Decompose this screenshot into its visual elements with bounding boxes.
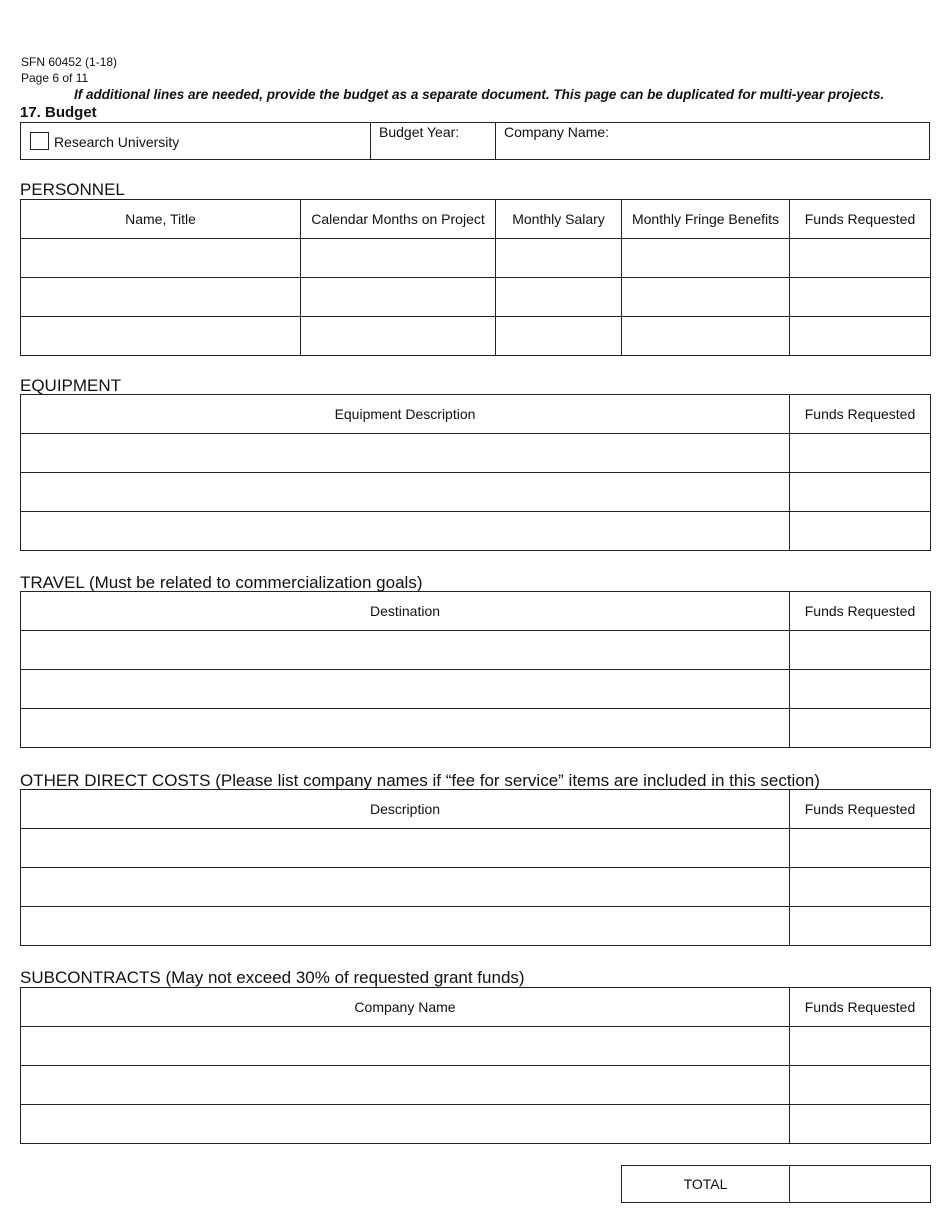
travel-title: TRAVEL (Must be related to commercialization goals) bbox=[20, 573, 423, 592]
column-header: Funds Requested bbox=[790, 200, 931, 239]
table-row bbox=[21, 907, 931, 946]
table-row bbox=[21, 239, 931, 278]
table-row bbox=[21, 1066, 931, 1105]
personnel-header-row bbox=[21, 200, 931, 239]
personnel-title: PERSONNEL bbox=[20, 180, 125, 199]
section-title: 17. Budget bbox=[20, 104, 97, 121]
table-cell[interactable] bbox=[21, 829, 790, 868]
equipment-header-row bbox=[21, 395, 931, 434]
column-header: Funds Requested bbox=[790, 395, 931, 434]
subcontracts-header-row bbox=[21, 988, 931, 1027]
table-cell[interactable] bbox=[21, 631, 790, 670]
total-funds-field[interactable] bbox=[790, 1166, 931, 1203]
table-row bbox=[21, 709, 931, 748]
table-cell[interactable] bbox=[21, 1066, 790, 1105]
table-cell[interactable] bbox=[21, 278, 301, 317]
table-cell[interactable] bbox=[21, 473, 790, 512]
table-cell[interactable] bbox=[790, 868, 931, 907]
column-header: Description bbox=[21, 790, 790, 829]
column-header: Monthly Salary bbox=[496, 200, 622, 239]
other-direct-costs-header-row bbox=[21, 790, 931, 829]
table-row bbox=[21, 670, 931, 709]
table-cell[interactable] bbox=[790, 1066, 931, 1105]
table-cell[interactable] bbox=[790, 907, 931, 946]
table-cell[interactable] bbox=[790, 239, 931, 278]
budget-year-label: Budget Year: bbox=[379, 124, 460, 140]
table-row bbox=[21, 829, 931, 868]
table-row bbox=[21, 434, 931, 473]
company-name-label: Company Name: bbox=[504, 124, 610, 140]
table-cell[interactable] bbox=[622, 278, 790, 317]
table-cell[interactable] bbox=[21, 317, 301, 356]
table-row bbox=[21, 1105, 931, 1144]
research-university-checkbox[interactable] bbox=[30, 132, 49, 150]
table-cell[interactable] bbox=[496, 278, 622, 317]
table-cell[interactable] bbox=[790, 473, 931, 512]
table-row bbox=[21, 512, 931, 551]
equipment-table bbox=[20, 394, 931, 551]
table-cell[interactable] bbox=[496, 239, 622, 278]
total-table bbox=[621, 1165, 931, 1203]
research-university-label: Research University bbox=[54, 134, 180, 150]
form-number: SFN 60452 (1-18) bbox=[21, 55, 118, 69]
subcontracts-title: SUBCONTRACTS (May not exceed 30% of requested grant funds) bbox=[20, 968, 525, 987]
equipment-title: EQUIPMENT bbox=[20, 376, 122, 395]
table-cell[interactable] bbox=[21, 239, 301, 278]
table-cell[interactable] bbox=[21, 512, 790, 551]
column-header: Name, Title bbox=[21, 200, 301, 239]
other-direct-costs-title: OTHER DIRECT COSTS (Please list company names if “fee for service” items are included in this section) bbox=[20, 771, 820, 790]
personnel-table bbox=[20, 199, 931, 356]
table-cell[interactable] bbox=[622, 239, 790, 278]
table-cell[interactable] bbox=[790, 1105, 931, 1144]
total-row bbox=[622, 1166, 931, 1203]
table-cell[interactable] bbox=[21, 868, 790, 907]
subcontracts-table bbox=[20, 987, 931, 1144]
table-cell[interactable] bbox=[790, 829, 931, 868]
table-cell[interactable] bbox=[21, 434, 790, 473]
table-cell[interactable] bbox=[301, 317, 496, 356]
table-row bbox=[21, 631, 931, 670]
table-cell[interactable] bbox=[21, 670, 790, 709]
table-cell[interactable] bbox=[790, 709, 931, 748]
table-row bbox=[21, 868, 931, 907]
table-row bbox=[21, 1027, 931, 1066]
travel-table bbox=[20, 591, 931, 748]
column-header: Monthly Fringe Benefits bbox=[622, 200, 790, 239]
column-header: Funds Requested bbox=[790, 592, 931, 631]
budget-year-field[interactable] bbox=[370, 123, 496, 159]
table-cell[interactable] bbox=[790, 278, 931, 317]
table-cell[interactable] bbox=[301, 278, 496, 317]
table-row bbox=[21, 278, 931, 317]
column-header: Funds Requested bbox=[790, 988, 931, 1027]
table-cell[interactable] bbox=[21, 709, 790, 748]
table-cell[interactable] bbox=[790, 512, 931, 551]
instruction-note: If additional lines are needed, provide the budget as a separate document. This page can be duplicated for multi-year projects. bbox=[74, 87, 885, 102]
table-row bbox=[21, 317, 931, 356]
table-cell[interactable] bbox=[790, 434, 931, 473]
column-header: Equipment Description bbox=[21, 395, 790, 434]
budget-header-box bbox=[20, 122, 930, 160]
table-row bbox=[21, 473, 931, 512]
table-cell[interactable] bbox=[790, 670, 931, 709]
table-cell[interactable] bbox=[496, 317, 622, 356]
table-cell[interactable] bbox=[790, 631, 931, 670]
table-cell[interactable] bbox=[21, 907, 790, 946]
total-label: TOTAL bbox=[622, 1166, 790, 1203]
table-cell[interactable] bbox=[622, 317, 790, 356]
column-header: Calendar Months on Project bbox=[301, 200, 496, 239]
table-cell[interactable] bbox=[21, 1105, 790, 1144]
page-number: Page 6 of 11 bbox=[21, 71, 89, 85]
column-header: Company Name bbox=[21, 988, 790, 1027]
company-name-field[interactable] bbox=[495, 123, 929, 159]
table-cell[interactable] bbox=[301, 239, 496, 278]
table-cell[interactable] bbox=[790, 1027, 931, 1066]
column-header: Destination bbox=[21, 592, 790, 631]
column-header: Funds Requested bbox=[790, 790, 931, 829]
travel-header-row bbox=[21, 592, 931, 631]
table-cell[interactable] bbox=[790, 317, 931, 356]
table-cell[interactable] bbox=[21, 1027, 790, 1066]
other-direct-costs-table bbox=[20, 789, 931, 946]
